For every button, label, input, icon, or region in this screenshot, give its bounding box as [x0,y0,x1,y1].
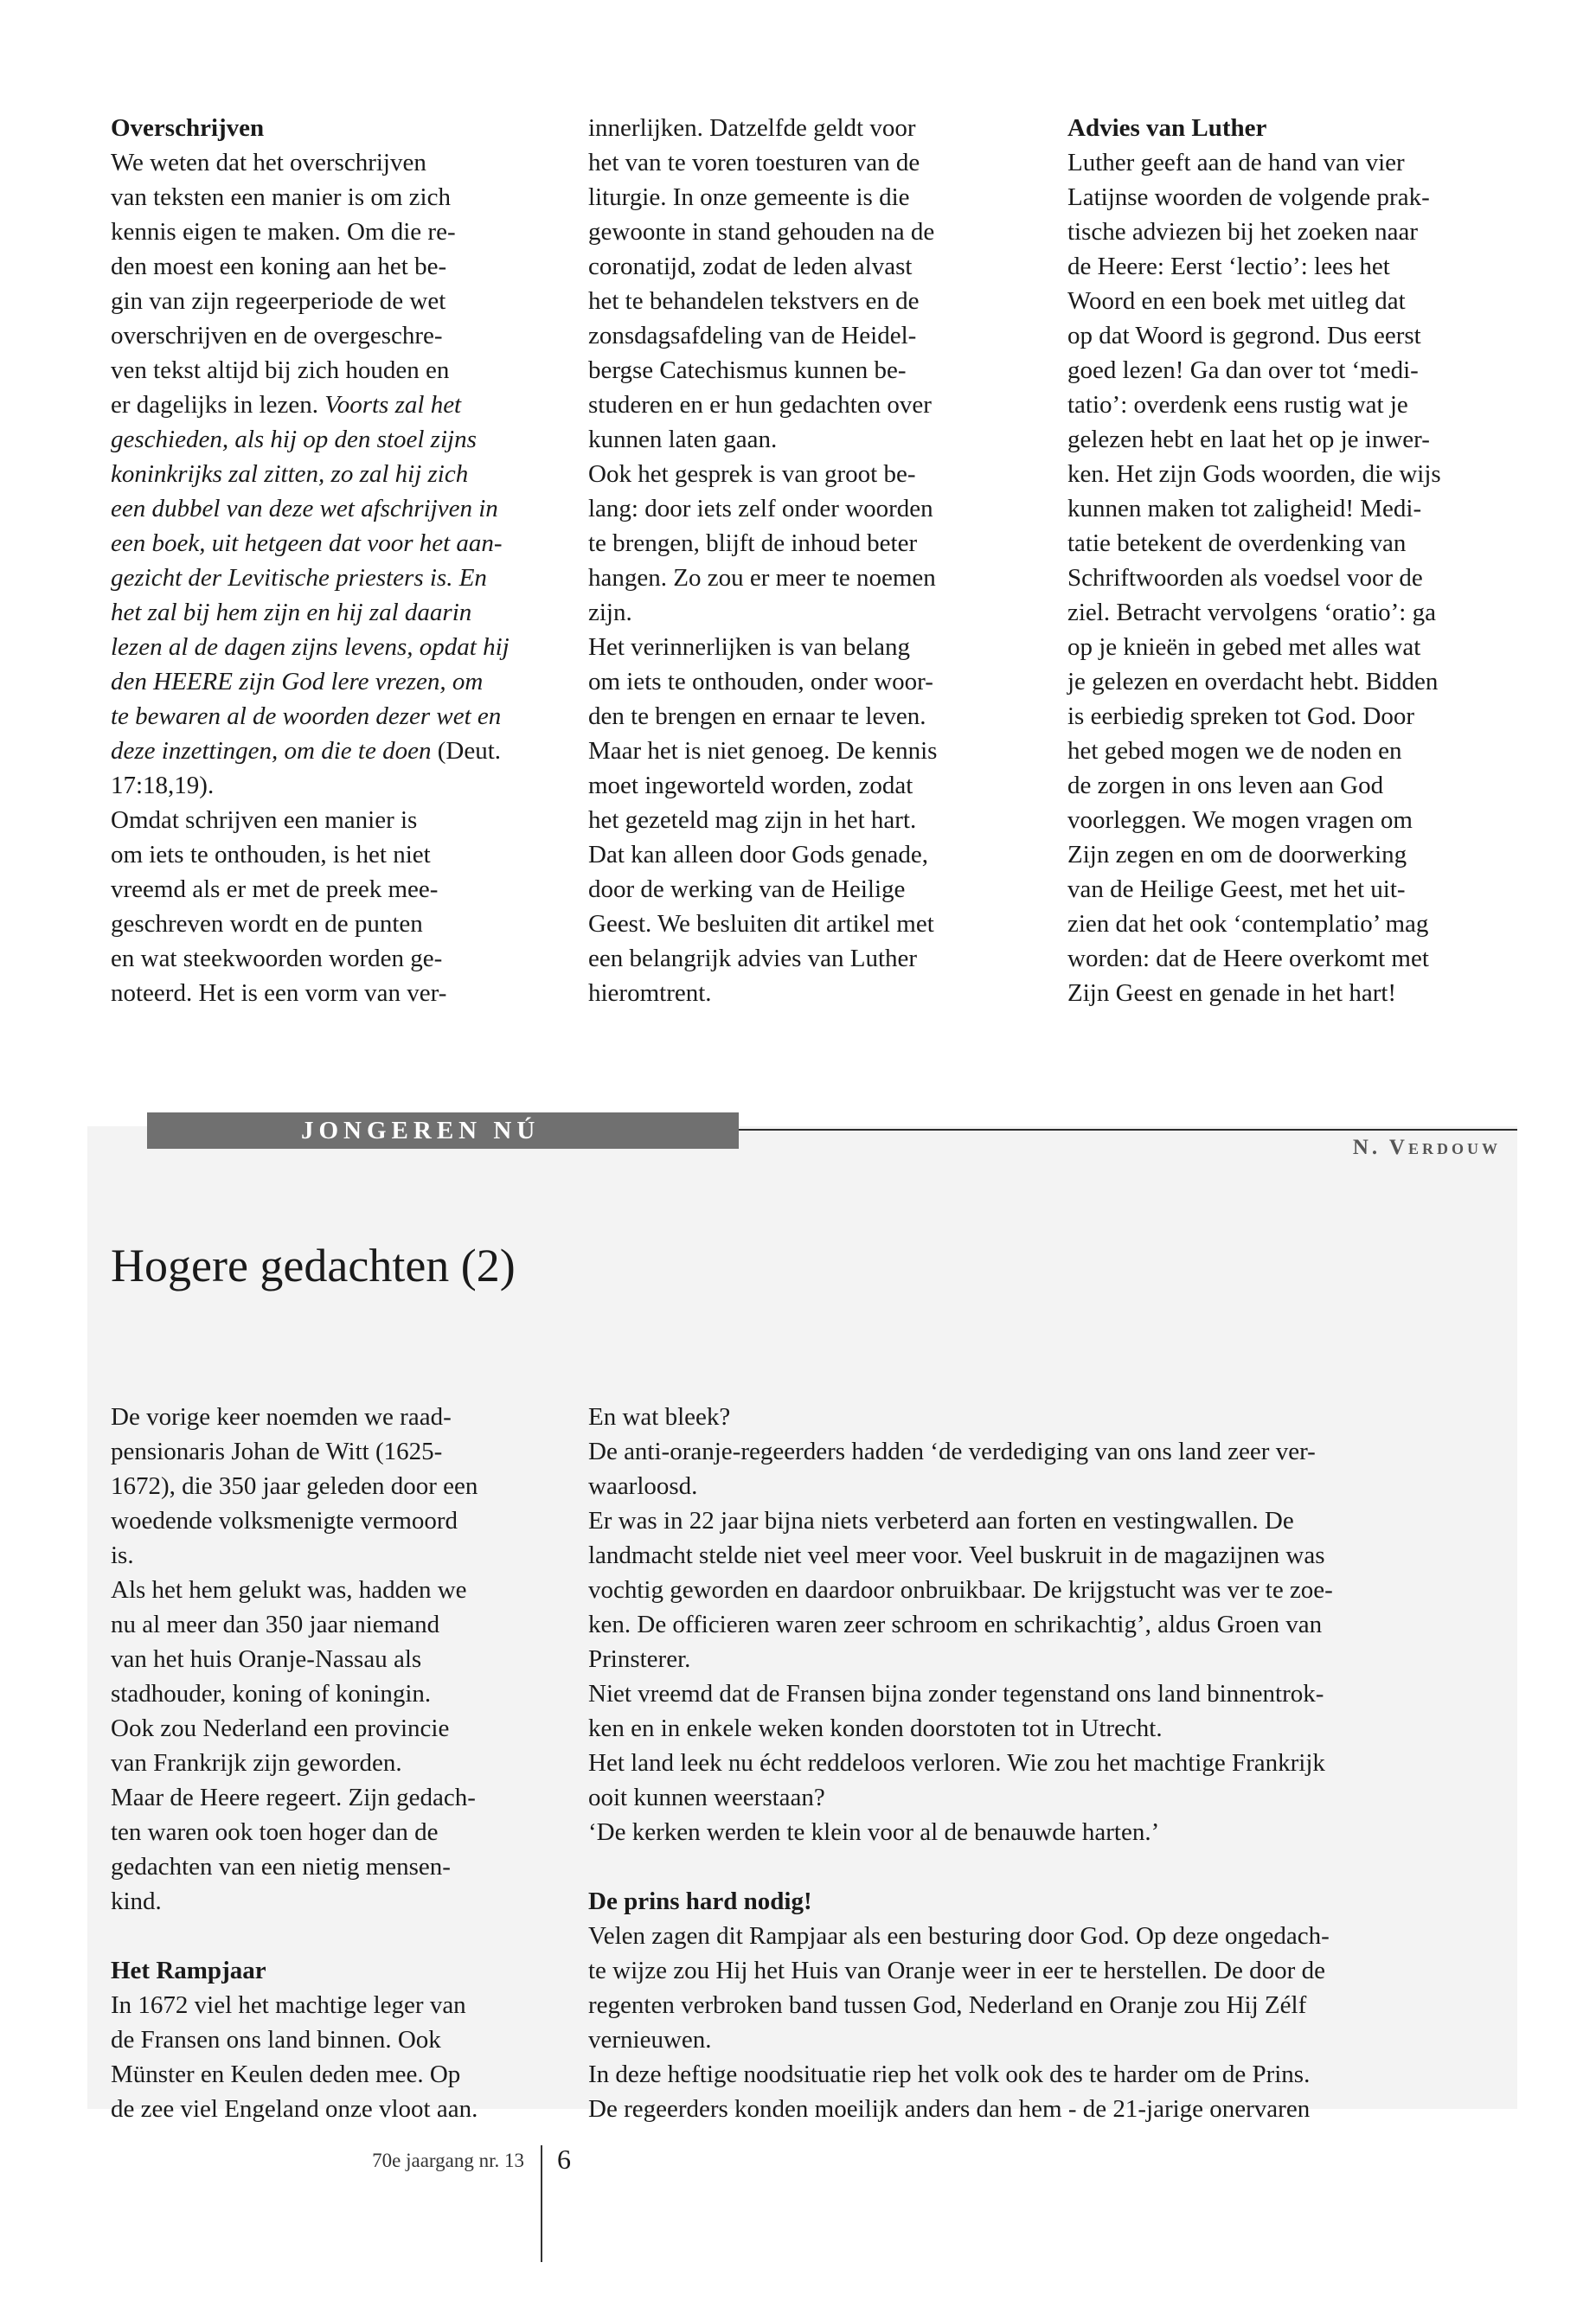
text-line: kennis eigen te maken. Om die re- [111,218,456,246]
text-line: te bewaren al de woorden dezer wet en [111,702,502,730]
text-line: waarloosd. [588,1472,698,1500]
text-line: Ook zou Nederland een provincie [111,1715,450,1742]
page-number: 6 [557,2144,571,2175]
text-line: gedachten van een nietig mensen- [111,1853,451,1881]
text-line: door de werking van de Heilige [588,875,906,903]
paragraph [588,630,1021,1010]
paragraph [111,1573,543,1780]
paragraph [588,1815,1500,1849]
text-line: kind. [111,1888,162,1915]
text-line: Luther geeft aan de hand van vier [1067,149,1405,176]
quote-run: Voorts zal het [324,391,462,419]
text-line: ‘De kerken werden te klein voor al de benauwde harten.’ [588,1818,1160,1846]
text-line: Velen zagen dit Rampjaar als een besturing door God. Op deze ongedach- [588,1922,1330,1950]
text-line: tatio’: overdenk eens rustig wat je [1067,391,1408,419]
heading-de-prins-hard-nodig: De prins hard nodig! [588,1888,812,1915]
text-line: Latijnse woorden de volgende prak- [1067,183,1430,211]
text-line: vreemd als er met de preek mee- [111,875,439,903]
text-line: van de Heilige Geest, met het uit- [1067,875,1406,903]
text-line: op dat Woord is gegrond. Dus eerst [1067,322,1421,349]
text-line: De vorige keer noemden we raad- [111,1403,452,1431]
text-line: de zee viel Engeland onze vloot aan. [111,2095,478,2123]
text-line: zien dat het ook ‘contemplatio’ mag [1067,910,1429,938]
text-line: coronatijd, zodat de leden alvast [588,253,913,280]
text-line: vochtig geworden en daardoor onbruikbaar. De krijgstucht was ver te zoe- [588,1576,1333,1604]
text-line: In deze heftige noodsituatie riep het volk ook des te harder om de Prins. [588,2061,1311,2088]
text-line: studeren en er hun gedachten over [588,391,932,419]
text-line: geschieden, als hij op den stoel zijns [111,426,477,453]
column-2 [588,111,1021,1010]
text-line: ken. Het zijn Gods woorden, die wijs [1067,460,1441,488]
text-line: is eerbiedig spreken tot God. Door [1067,702,1415,730]
issue-label: 70e jaargang nr. 13 [372,2150,524,2171]
article-title: Hogere gedachten (2) [111,1240,516,1292]
column-5 [588,1400,1500,2126]
text-line: innerlijken. Datzelfde geldt voor [588,114,916,142]
text-line: het zal bij hem zijn en hij zal daarin [111,599,472,626]
text-line: regenten verbroken band tussen God, Nederland en Oranje zou Hij Zélf [588,1991,1307,2019]
text-line: Schriftwoorden als voedsel voor de [1067,564,1423,592]
footer-divider [541,2145,542,2262]
paragraph [111,803,543,1010]
text-line: te brengen, blijft de inhoud beter [588,529,918,557]
section-label: JONGEREN NÚ [147,1112,739,1149]
text-line: voorleggen. We mogen vragen om [1067,806,1413,834]
text-line: We weten dat het overschrijven [111,149,426,176]
text-line: pensionaris Johan de Witt (1625- [111,1438,443,1465]
text-line: zonsdagsafdeling van de Heidel- [588,322,917,349]
heading-overschrijven: Overschrijven [111,114,265,142]
text-line: kunnen maken tot zaligheid! Medi- [1067,495,1422,522]
text-line: de Fransen ons land binnen. Ook [111,2026,441,2054]
text-line: te wijze zou Hij het Huis van Oranje weer in eer te herstellen. De door de [588,1957,1325,1984]
paragraph [588,1746,1500,1815]
text-line: gewoonte in stand gehouden na de [588,218,935,246]
text-line: Het verinnerlijken is van belang [588,633,911,661]
text-line: een boek, uit hetgeen dat voor het aan- [111,529,503,557]
author-name: N. Verdouw [1352,1136,1501,1159]
bible-reference-end: 17:18,19). [111,772,215,799]
text-line: landmacht stelde niet veel meer voor. Veel buskruit in de magazijnen was [588,1541,1325,1569]
paragraph [588,457,1021,630]
text-line: het van te voren toesturen van de [588,149,920,176]
text-line: gelezen hebt en laat het op je inwer- [1067,426,1430,453]
paragraph [111,145,543,388]
text-line: 1672), die 350 jaar geleden door een [111,1472,478,1500]
text-line: koninkrijks zal zitten, zo zal hij zich [111,460,469,488]
paragraph [588,1434,1500,1503]
text-line: ziel. Betracht vervolgens ‘oratio’: ga [1067,599,1436,626]
spacer [588,1849,1500,1884]
text-line: Maar de Heere regeert. Zijn gedach- [111,1784,476,1811]
text-line: hangen. Zo zou er meer te noemen [588,564,936,592]
text-line: om iets te onthouden, is het niet [111,841,431,868]
paragraph [111,1988,543,2126]
text-line: ven tekst altijd bij zich houden en [111,356,450,384]
text-line: Zijn zegen en om de doorwerking [1067,841,1407,868]
paragraph [588,2057,1500,2126]
text-line: En wat bleek? [588,1403,731,1431]
text-run: er dagelijks in lezen. [111,391,325,419]
text-line: De anti-oranje-regeerders hadden ‘de verdediging van ons land zeer ver- [588,1438,1316,1465]
heading-advies-van-luther: Advies van Luther [1067,114,1267,142]
text-line: van het huis Oranje-Nassau als [111,1645,422,1673]
quote-run: deze inzettingen, om die te doen [111,737,432,765]
column-1 [111,111,543,1010]
paragraph [588,111,1021,457]
text-line: ten waren ook toen hoger dan de [111,1818,439,1846]
text-line: Woord en een boek met uitleg dat [1067,287,1406,315]
text-line: Als het hem gelukt was, hadden we [111,1576,467,1604]
text-line: van teksten een manier is om zich [111,183,451,211]
text-line: overschrijven en de overgeschre- [111,322,443,349]
text-line: ken en in enkele weken konden doorstoten tot in Utrecht. [588,1715,1163,1742]
paragraph [111,1400,543,1573]
text-line: van Frankrijk zijn geworden. [111,1749,402,1777]
text-line: het te behandelen tekstvers en de [588,287,920,315]
paragraph [588,1676,1500,1746]
text-line: stadhouder, koning of koningin. [111,1680,432,1708]
text-line: Maar het is niet genoeg. De kennis [588,737,938,765]
text-line: den moest een koning aan het be- [111,253,447,280]
text-line: moet ingeworteld worden, zodat [588,772,913,799]
text-line: het gezeteld mag zijn in het hart. [588,806,917,834]
text-line: Ook het gesprek is van groot be- [588,460,916,488]
paragraph [588,1919,1500,2057]
text-line: De regeerders konden moeilijk anders dan hem - de 21-jarige onervaren [588,2095,1311,2123]
text-line: ken. De officieren waren zeer schroom en schrikachtig’, aldus Groen van [588,1611,1323,1638]
text-line: gin van zijn regeerperiode de wet [111,287,446,315]
text-line: een belangrijk advies van Luther [588,945,918,972]
text-line: hieromtrent. [588,979,712,1007]
text-line: vernieuwen. [588,2026,712,2054]
text-line: In 1672 viel het machtige leger van [111,1991,466,2019]
text-line: de zorgen in ons leven aan God [1067,772,1384,799]
text-line: tatie betekent de overdenking van [1067,529,1407,557]
text-line: worden: dat de Heere overkomt met [1067,945,1429,972]
text-line: tische adviezen bij het zoeken naar [1067,218,1418,246]
text-line: Er was in 22 jaar bijna niets verbeterd aan forten en vestingwallen. De [588,1507,1294,1535]
text-line: de Heere: Eerst ‘lectio’: lees het [1067,253,1390,280]
text-line: goed lezen! Ga dan over tot ‘medi- [1067,356,1419,384]
text-line: en wat steekwoorden worden ge- [111,945,443,972]
text-line: Geest. We besluiten dit artikel met [588,910,934,938]
text-line: den HEERE zijn God lere vrezen, om [111,668,484,695]
text-line: op je knieën in gebed met alles wat [1067,633,1421,661]
column-4 [111,1400,543,2126]
text-line: Het land leek nu écht reddeloos verloren. Wie zou het machtige Frankrijk [588,1749,1325,1777]
text-line: Zijn Geest en genade in het hart! [1067,979,1397,1007]
text-line: Prinsterer. [588,1645,691,1673]
text-line [111,734,543,768]
text-line: kunnen laten gaan. [588,426,778,453]
text-line: Münster en Keulen deden mee. Op [111,2061,461,2088]
text-line: bergse Catechismus kunnen be- [588,356,907,384]
text-line: Dat kan alleen door Gods genade, [588,841,928,868]
text-line: woedende volksmenigte vermoord [111,1507,458,1535]
paragraph [111,1780,543,1919]
text-line: liturgie. In onze gemeente is die [588,183,910,211]
text-line: nu al meer dan 350 jaar niemand [111,1611,440,1638]
text-line: Niet vreemd dat de Fransen bijna zonder tegenstand ons land binnentrok- [588,1680,1324,1708]
text-line: geschreven wordt en de punten [111,910,423,938]
text-line: zijn. [588,599,632,626]
bible-reference: (Deut. [431,737,501,765]
spacer [111,1919,543,1953]
text-line: lang: door iets zelf onder woorden [588,495,933,522]
column-3 [1067,111,1500,1010]
heading-het-rampjaar: Het Rampjaar [111,1957,266,1984]
text-line: gezicht der Levitische priesters is. En [111,564,487,592]
paragraph [588,1503,1500,1676]
text-line: het gebed mogen we de noden en [1067,737,1402,765]
text-line: den te brengen en ernaar te leven. [588,702,926,730]
text-line: om iets te onthouden, onder woor- [588,668,933,695]
text-line: Omdat schrijven een manier is [111,806,418,834]
paragraph [588,1400,1500,1434]
text-line: je gelezen en overdacht hebt. Bidden [1067,668,1439,695]
text-line: een dubbel van deze wet afschrijven in [111,495,498,522]
text-line: lezen al de dagen zijns levens, opdat hij [111,633,510,661]
paragraph [1067,145,1500,1010]
bible-quote [111,422,543,734]
text-line [111,388,543,422]
text-line: is. [111,1541,134,1569]
text-line: noteerd. Het is een vorm van ver- [111,979,447,1007]
text-line: ooit kunnen weerstaan? [588,1784,825,1811]
